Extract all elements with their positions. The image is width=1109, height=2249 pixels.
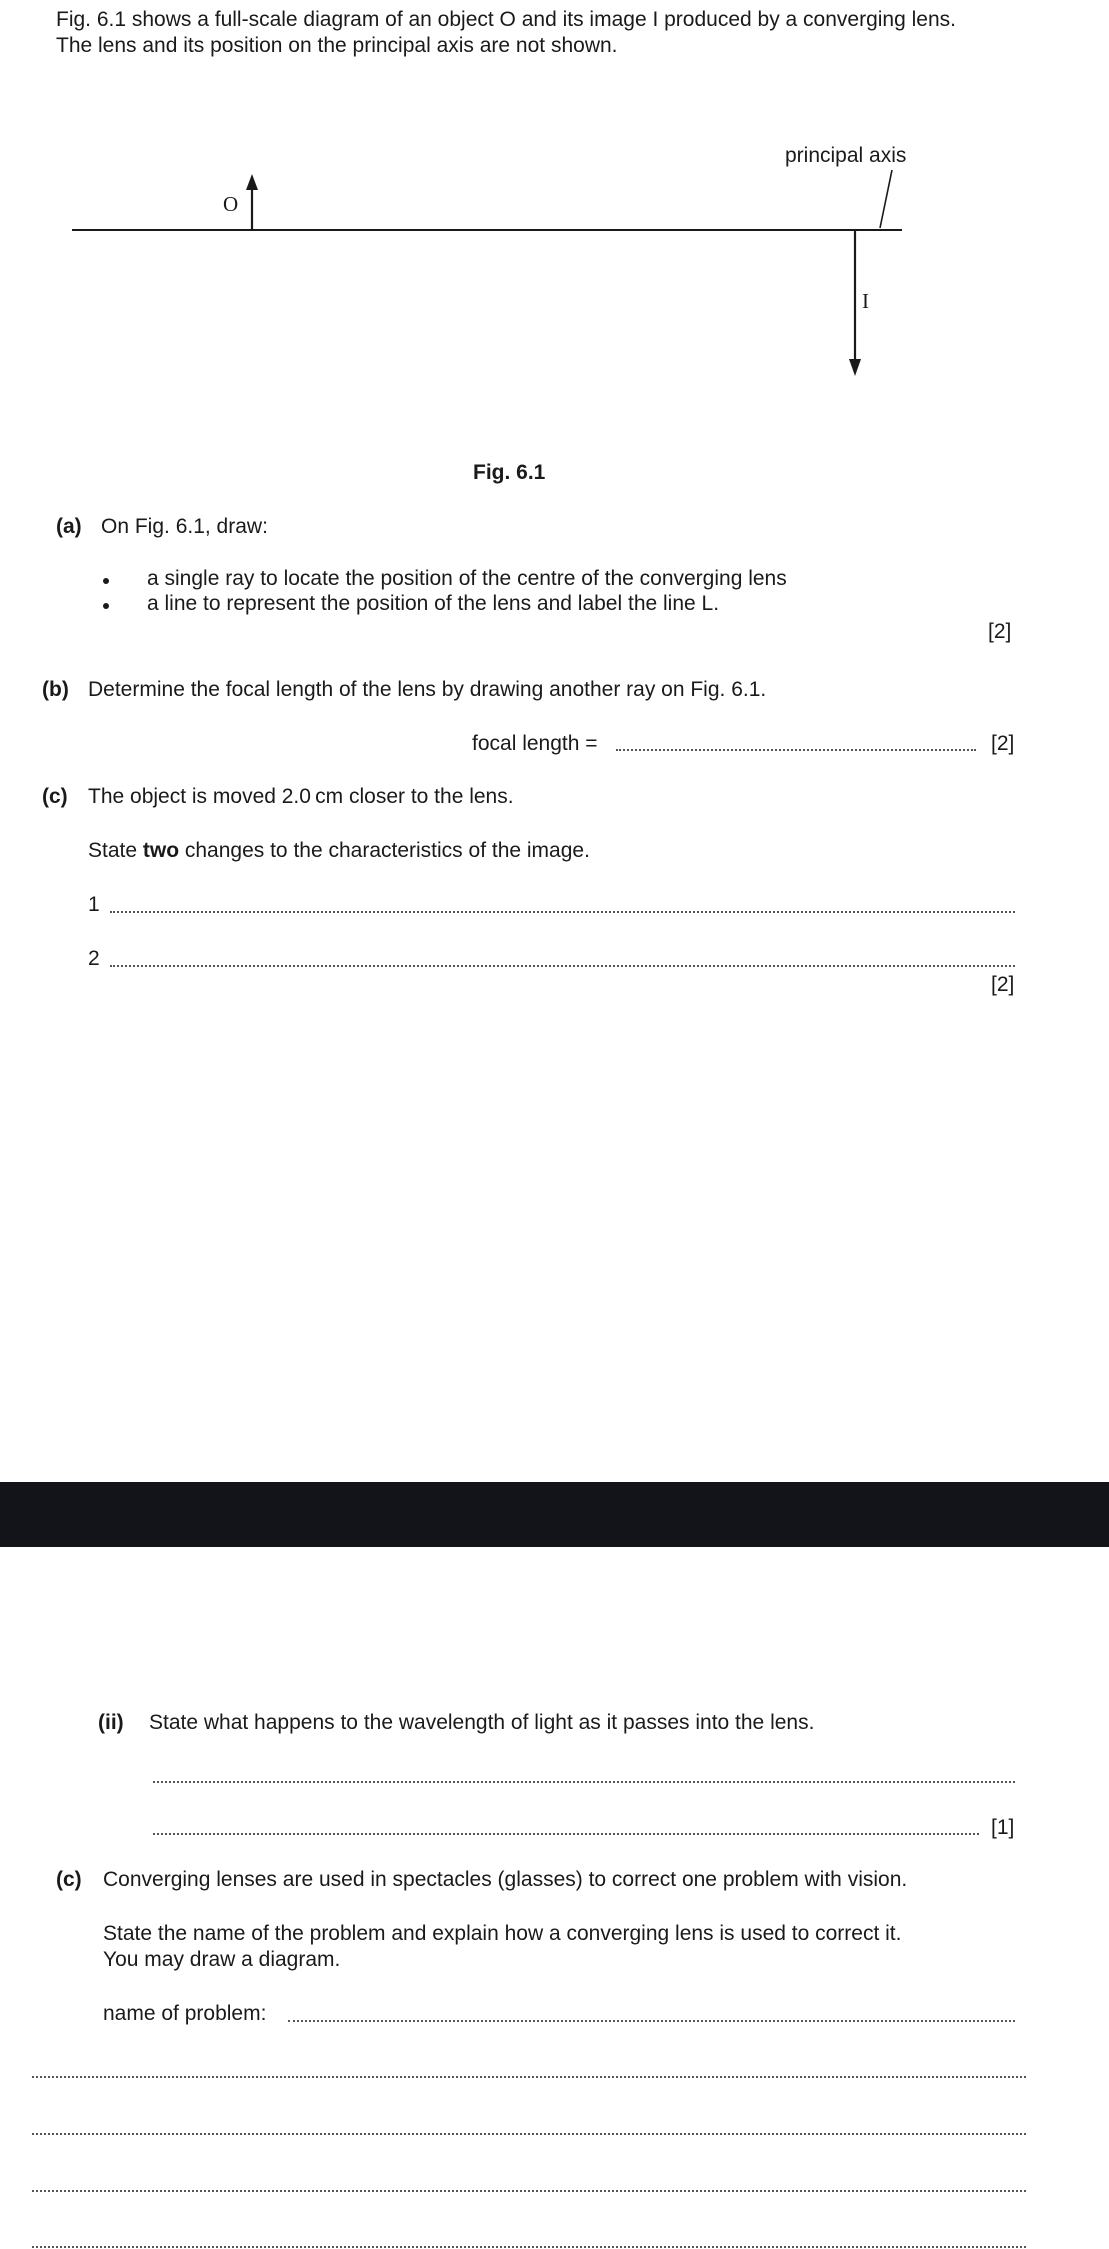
intro-line-1: Fig. 6.1 shows a full-scale diagram of an object O and its image I produced by a converging lens. bbox=[56, 8, 956, 31]
instruction-bold: two bbox=[142, 839, 180, 862]
answer-line[interactable] bbox=[32, 2190, 1026, 2192]
answer-line[interactable] bbox=[32, 2076, 1026, 2078]
part-a-label: (a) bbox=[56, 515, 82, 538]
ray-diagram bbox=[0, 140, 1109, 380]
part-a-text: On Fig. 6.1, draw: bbox=[101, 515, 268, 538]
part-c-text: The object is moved 2.0 cm closer to the lens. bbox=[88, 785, 514, 808]
page-divider bbox=[0, 1482, 1109, 1547]
part-a-bullet-1: a single ray to locate the position of the centre of the converging lens bbox=[147, 567, 787, 590]
part-a-marks: [2] bbox=[988, 620, 1012, 643]
part-b-marks: [2] bbox=[991, 732, 1015, 755]
intro-line-2: The lens and its position on the principal axis are not shown. bbox=[56, 34, 618, 57]
figure-caption: Fig. 6.1 bbox=[473, 461, 546, 484]
part-c-label: (c) bbox=[42, 785, 68, 808]
problem-name-label: name of problem: bbox=[103, 2002, 267, 2025]
part-b-label: (b) bbox=[42, 678, 69, 701]
part-c2-instruction-2: You may draw a diagram. bbox=[103, 1948, 341, 1971]
answer-line[interactable] bbox=[32, 2246, 1026, 2248]
focal-length-answer-line[interactable] bbox=[616, 749, 976, 751]
part-c2-text: Converging lenses are used in spectacles (glasses) to correct one problem with vision. bbox=[103, 1868, 908, 1891]
answer-line[interactable] bbox=[153, 1833, 979, 1835]
axis-label-leader bbox=[880, 170, 892, 228]
part-c-marks: [2] bbox=[991, 973, 1015, 996]
answer-number-1: 1 bbox=[88, 893, 100, 916]
object-label: O bbox=[223, 192, 239, 216]
part-ii-text: State what happens to the wavelength of light as it passes into the lens. bbox=[149, 1711, 815, 1734]
part-ii-marks: [1] bbox=[991, 1816, 1015, 1839]
instruction-text: changes to the characteristics of the image. bbox=[179, 839, 590, 862]
part-a-bullet-2: a line to represent the position of the lens and label the line L. bbox=[147, 592, 720, 615]
focal-length-label: focal length = bbox=[472, 732, 598, 755]
answer-number-2: 2 bbox=[88, 947, 100, 970]
answer-line[interactable] bbox=[32, 2133, 1026, 2135]
answer-line[interactable] bbox=[153, 1781, 1015, 1783]
image-arrow bbox=[849, 230, 861, 376]
image-label: I bbox=[862, 289, 869, 313]
part-c2-label: (c) bbox=[56, 1868, 82, 1891]
part-b-text: Determine the focal length of the lens by drawing another ray on Fig. 6.1. bbox=[88, 678, 767, 701]
answer-line-2[interactable] bbox=[110, 965, 1015, 967]
object-arrow bbox=[246, 174, 258, 230]
principal-axis-label: principal axis bbox=[785, 144, 907, 167]
part-ii-label: (ii) bbox=[98, 1711, 124, 1734]
part-c2-instruction-1: State the name of the problem and explain how a converging lens is used to correct it. bbox=[103, 1922, 902, 1945]
problem-name-answer-line[interactable] bbox=[288, 2020, 1015, 2022]
part-c-instruction bbox=[88, 838, 590, 864]
bullet-dot bbox=[103, 578, 109, 584]
instruction-text: State bbox=[88, 839, 143, 862]
bullet-dot bbox=[103, 603, 109, 609]
answer-line-1[interactable] bbox=[110, 911, 1015, 913]
